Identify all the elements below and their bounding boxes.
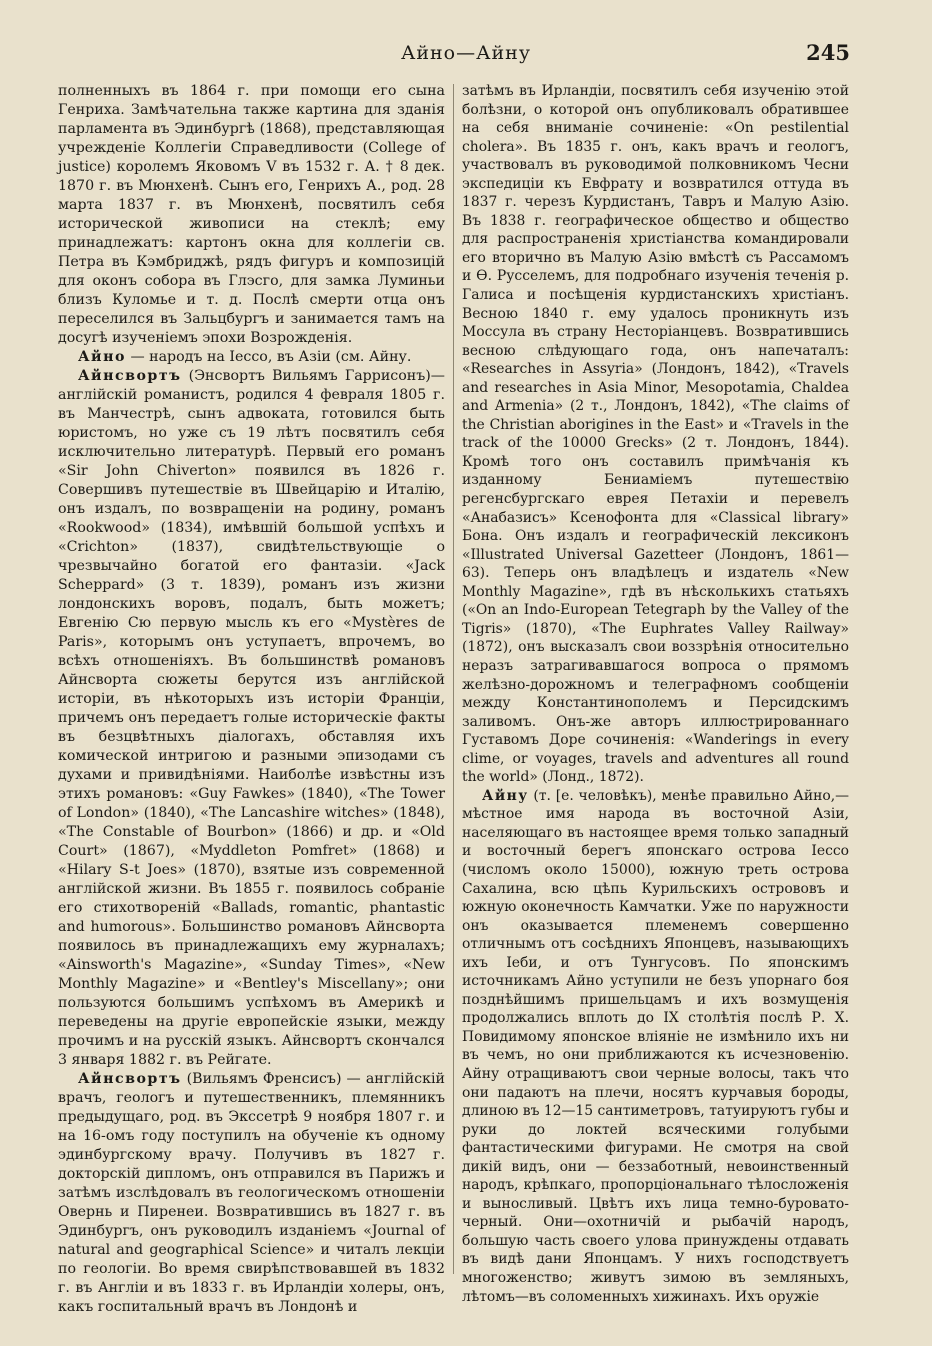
headword: Айно — [78, 349, 126, 365]
entry-text: (Вильямъ Френсисъ) — англійскій врачъ, геологъ и путешественникъ, племянникъ предыдущаго, род. въ Экссетрѣ 9 ноября 1807 г. и на 16-омъ году поступилъ на обученіе къ одному эдинбургскому врачу. Получивъ въ 1827 г. докторскій дипломъ, онъ отправился въ Парижъ и затѣмъ изслѣдовалъ въ геологическомъ отношеніи Овернь и Пиренеи. Возвратившись въ 1827 г. въ Эдинбургъ, онъ руководилъ изданіемъ «Journal of natural and geographical Science» и читалъ лекціи по геологіи. Во время свирѣпствовавшей въ 1832 г. въ Англіи и въ 1833 г. въ Ирландіи холеры, онъ, какъ госпитальный врачъ въ Лондонѣ и — [58, 1071, 445, 1315]
page-header — [0, 40, 932, 70]
entry-text: — народъ на Iессо, въ Азіи (см. Айну. — [125, 349, 412, 365]
entry-aino — [58, 348, 445, 367]
entry-ainsworth-william-francis — [58, 1070, 445, 1317]
right-column — [462, 82, 849, 1306]
headword: Айну — [482, 787, 529, 804]
entry-ainsworth-william-harrison — [58, 367, 445, 1070]
headword: Айнсвортъ — [78, 1071, 182, 1087]
left-column — [58, 82, 445, 1317]
headword: Айнсвортъ — [78, 368, 182, 384]
column-divider — [453, 84, 454, 1274]
entry-text: (т. [е. человѣкъ), менѣе правильно Айно,—мѣстное имя народа въ восточной Азіи, населяющаго въ настоящее время только западный и восточный берегъ японскаго острова Iессо (числомъ около 15000), южную треть острова Сахалина, всю цѣпь Курильскихъ острововъ и южную оконечность Камчатки. Уже по наружности онъ оказывается племенемъ совершенно отличнымъ отъ сосѣднихъ Японцевъ, называющихъ ихъ Iеби, и отъ Тунгусовъ. По японскимъ источникамъ Айно уступили не безъ упорнаго боя позднѣйшимъ пришельцамъ и ихъ возмущенія продолжались вплоть до IX столѣтія послѣ Р. Х. Повидимому японское вліяніе не измѣнило ихъ ни въ чемъ, но они приближаются къ исчезновенію. Айну отращиваютъ свои черные волосы, такъ что они падаютъ на плечи, носятъ курчавыя бороды, длиною въ 12—15 сантиметровъ, татуируютъ губы и руки до локтей всяческими голубыми фантастическими фигурами. Не смотря на свой дикій видъ, они — беззаботный, невоинственный народъ, крѣпкаго, пропорціональнаго тѣлосложенія и выносливый. Цвѣтъ ихъ лица темно-буровато-черный. Они—охотничій и рыбачій народъ, большую часть своего улова принуждены отдавать въ видѣ дани Японцамъ. У нихъ господствуетъ многоженство; живутъ зимою въ земляныхъ, лѣтомъ—въ соломенныхъ хижинахъ. Ихъ оружіе — [462, 787, 849, 1305]
entry-ainu — [462, 787, 849, 1306]
running-title: Айно—Айну — [400, 42, 532, 64]
entry-text: (Энсвортъ Вильямъ Гаррисонъ)—англійскій романистъ, родился 4 февраля 1805 г. въ Манчестрѣ, сынъ адвоката, готовился быть юристомъ, но уже съ 19 лѣтъ посвятилъ себя исключительно литературѣ. Первый его романъ «Sir John Chiverton» появился въ 1826 г. Совершивъ путешествіе въ Швейцарію и Италію, онъ издалъ, по возвращеніи на родину, романъ «Rookwood» (1834), имѣвшій большой успѣхъ и «Crichton» (1837), свидѣтельствующіе о чрезвычайно богатой его фантазіи. «Jack Scheppard» (3 т. 1839), романъ изъ жизни лондонскихъ воровъ, подалъ, быть можетъ; Евгенію Сю первую мысль къ его «Mystères de Paris», которымъ онъ уступаетъ, впрочемъ, во всѣхъ отношеніяхъ. Въ большинствѣ романовъ Айнсворта сюжеты берутся изъ англійской исторіи, въ нѣкоторыхъ изъ исторіи Франціи, причемъ онъ передаетъ голые историческіе факты въ безцвѣтныхъ діалогахъ, обставляя ихъ комической интригою и разными эпизодами съ духами и привидѣніями. Наиболѣе извѣстны изъ этихъ романовъ: «Guy Fawkes» (1840), «The Tower of London» (1840), «The Lancashire witches» (1848), «The Constable of Bourbon» (1866) и др. и «Old Court» (1867), «Myddleton Pomfret» (1868) и «Hilary S-t Joes» (1870), взятые изъ современной англійской жизни. Въ 1855 г. появилось собраніе его стихотвореній «Ballads, romantic, phantastic and humorous». Большинство романовъ Айнсворта появилось въ принадлежащихъ ему журналахъ; «Ainsworth's Magazine», «Sunday Times», «New Monthly Magazine» и «Bentley's Miscellany»; они пользуются большимъ успѣхомъ въ Америкѣ и переведены на другіе европейскіе языки, между прочимъ и на русскій языкъ. Айнсвортъ скончался 3 января 1882 г. въ Рейгате. — [58, 368, 445, 1068]
continuation-paragraph: затѣмъ въ Ирландіи, посвятилъ себя изученію этой болѣзни, о которой онъ опубликовалъ обратившее на себя вниманіе сочиненіе: «On pestilential cholera». Въ 1835 г. онъ, какъ врачъ и геологъ, участвовалъ въ руководимой полковникомъ Чесни экспедиціи къ Евфрату и возвратился оттуда въ 1837 г. черезъ Курдистанъ, Тавръ и Малую Азію. Въ 1838 г. географическое общество и общество для распространенія христіанства командировали его вторично въ Малую Азію вмѣстѣ съ Рассамомъ и Ѳ. Русселемъ, для подробнаго изученія теченія р. Галиса и посѣщенія курдистанскихъ христіанъ. Весною 1840 г. ему удалось проникнуть изъ Моссула въ страну Несторіанцевъ. Возвратившись весною слѣдующаго года, онъ напечаталъ: «Researches in Assyria» (Лондонъ, 1842), «Travels and researches in Asia Minor, Mesopotamia, Chaldea and Armenia» (2 т., Лондонъ, 1842), «The claims of the Christian aborigines in the East» и «Travels in the track of the 10000 Grecks» (2 т. Лондонъ, 1844). Кромѣ того онъ составилъ примѣчанія къ изданному Бениаміемъ путешествію регенсбургскаго еврея Петахіи и перевелъ «Анабазисъ» Ксенофонта для «Classical library» Бона. Онъ издалъ и географическій лексиконъ «Illustrated Universal Gazetteer (Лондонъ, 1861—63). Теперь онъ владѣлецъ и издатель «New Monthly Magazine», гдѣ въ нѣсколькихъ статьяхъ («On an Indo-European Tetegraph by the Valley of the Tigris» (1870), «The Euphrates Valley Railway» (1872), онъ высказалъ свои воззрѣнія относительно неразъ затрагивавшагося вопроса о прямомъ желѣзно-дорожномъ и телеграфномъ сообщеніи между Константинополемъ и Персидскимъ заливомъ. Онъ-же авторъ иллюстрированнаго Густавомъ Доре сочиненія: «Wanderings in every clime, or voyages, travels and adventures all round the world» (Лонд., 1872). — [462, 83, 849, 786]
continuation-paragraph: полненныхъ въ 1864 г. при помощи его сына Генриха. Замѣчательна также картина для зданія парламента въ Эдинбургѣ (1868), представляющая учрежденіе Коллегіи Справедливости (College of justice) королемъ Яковомъ V въ 1532 г. А. † 8 дек. 1870 г. въ Мюнхенѣ. Сынъ его, Генрихъ А., род. 28 марта 1837 г. въ Мюнхенѣ, посвятилъ себя исторической живописи на стеклѣ; ему принадлежатъ: картонъ окна для коллегіи св. Петра въ Кэмбриджѣ, рядъ фигуръ и композицій для оконъ собора въ Глэсго, для замка Луминьи близъ Куломье и т. д. Послѣ смерти отца онъ переселился въ Зальцбургъ и занимается тамъ на досугѣ изученіемъ эпохи Возрожденія. — [58, 83, 445, 346]
page-number: 245 — [806, 40, 850, 65]
